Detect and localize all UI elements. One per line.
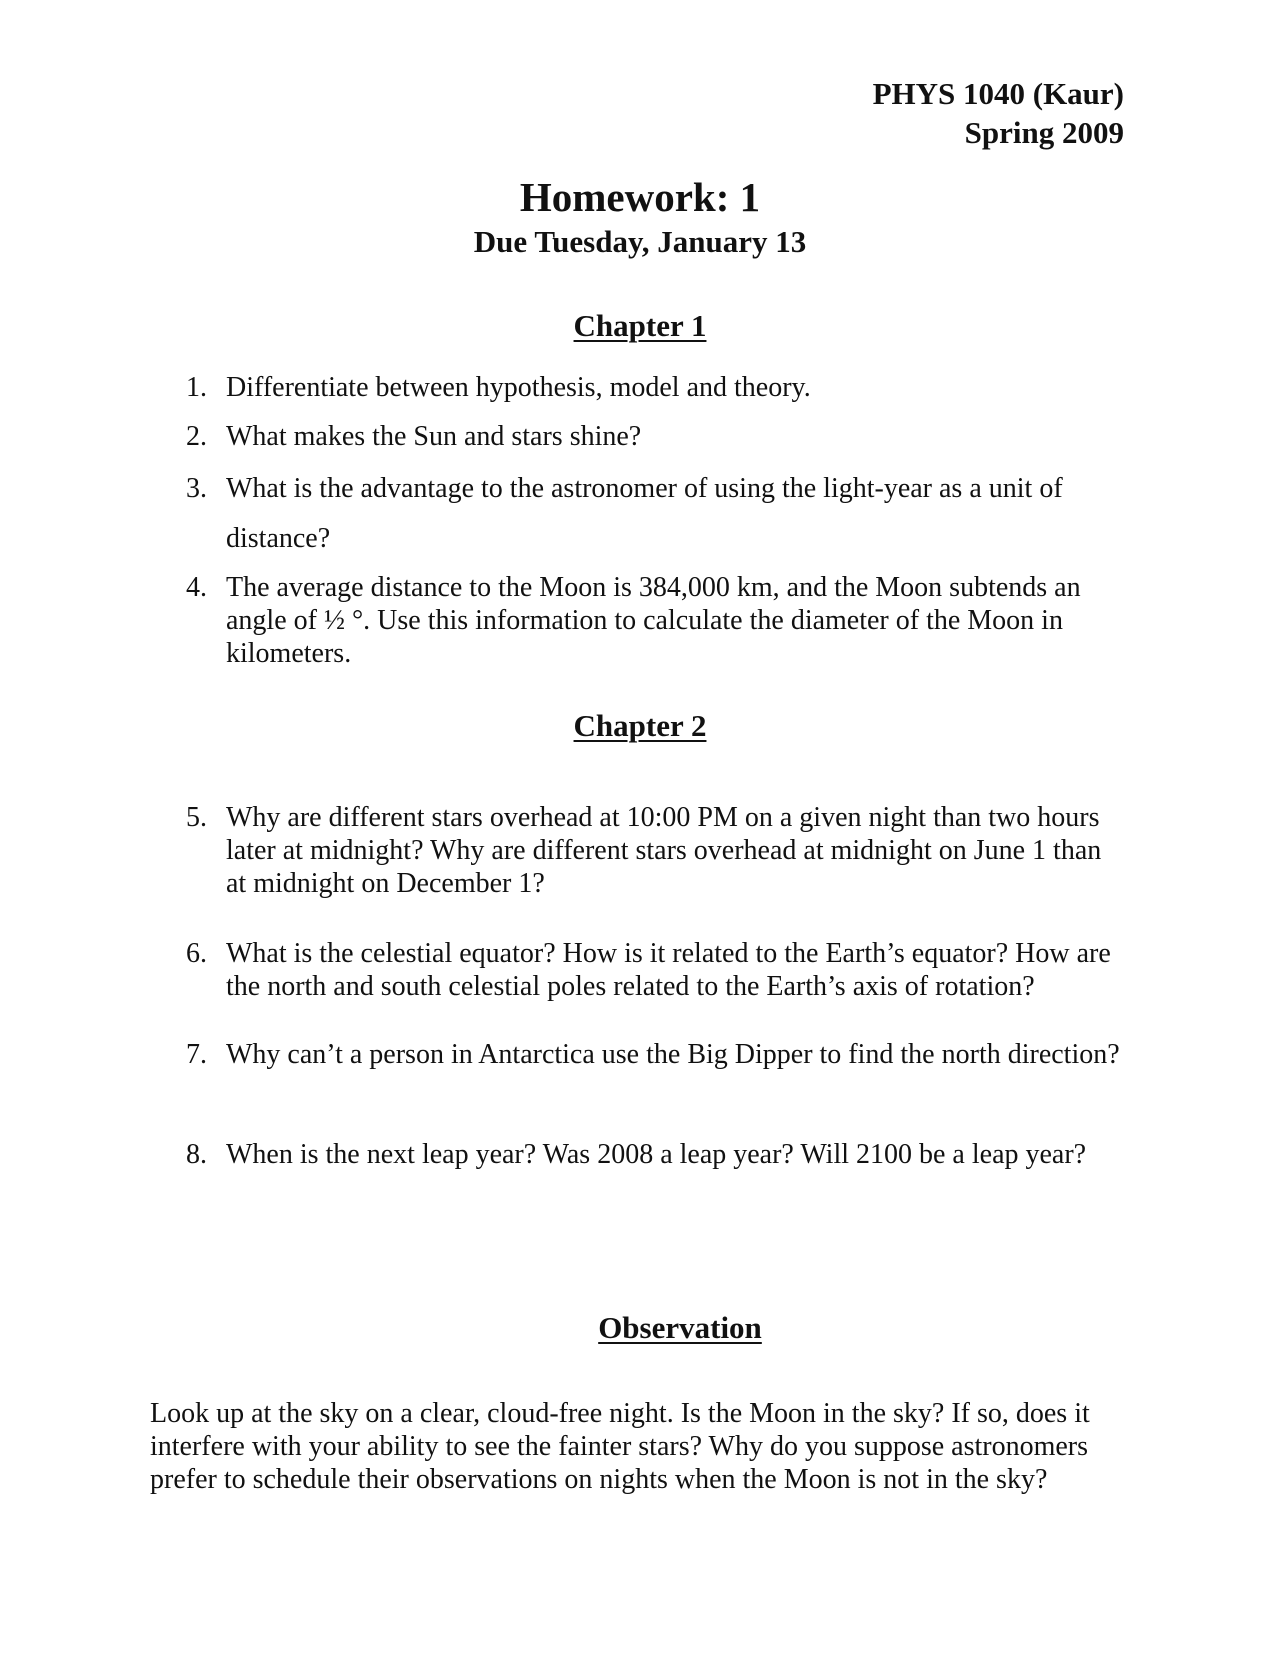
question-text: Why can’t a person in Antarctica use the Big Dipper to find the north direction? <box>226 1039 1120 1070</box>
course-header <box>873 74 1124 152</box>
chapter-1-heading: Chapter 1 <box>573 308 707 343</box>
course-term: Spring 2009 <box>964 115 1124 150</box>
question-text: What is the advantage to the astronomer of using the light-year as a unit of distance? <box>226 473 1063 554</box>
question-number: 8. <box>186 1139 207 1170</box>
due-date: Due Tuesday, January 13 <box>473 224 807 259</box>
observation-heading: Observation <box>598 1310 762 1345</box>
question-number: 2. <box>186 421 207 452</box>
question-text: What is the celestial equator? How is it related to the Earth’s equator? How are the north and south celestial poles related to the Earth’s axis of rotation? <box>226 938 1111 1002</box>
question-number: 4. <box>186 572 207 603</box>
question-number: 7. <box>186 1039 207 1070</box>
question-number: 6. <box>186 938 207 969</box>
question-number: 5. <box>186 802 207 833</box>
question-text: What makes the Sun and stars shine? <box>226 421 642 452</box>
question-text: When is the next leap year? Was 2008 a leap year? Will 2100 be a leap year? <box>226 1139 1087 1170</box>
course-name: PHYS 1040 (Kaur) <box>872 76 1124 111</box>
question-number: 3. <box>186 473 207 504</box>
question-text: The average distance to the Moon is 384,000 km, and the Moon subtends an angle of ½ °. Use this information to calculate the diameter of the Moon in kilometers. <box>226 572 1081 669</box>
observation-text: Look up at the sky on a clear, cloud-free night. Is the Moon in the sky? If so, does it interfere with your ability to see the fainter stars? Why do you suppose astronomers prefer to schedule their observations on nights when the Moon is not in the sky? <box>150 1398 1090 1495</box>
chapter-2-heading: Chapter 2 <box>573 708 707 743</box>
question-text: Why are different stars overhead at 10:00 PM on a given night than two hours later at midnight? Why are different stars overhead at midnight on June 1 than at midnight on December 1? <box>226 802 1102 899</box>
page-title: Homework: 1 <box>519 174 761 220</box>
question-text: Differentiate between hypothesis, model and theory. <box>226 372 811 403</box>
question-number: 1. <box>186 372 207 403</box>
